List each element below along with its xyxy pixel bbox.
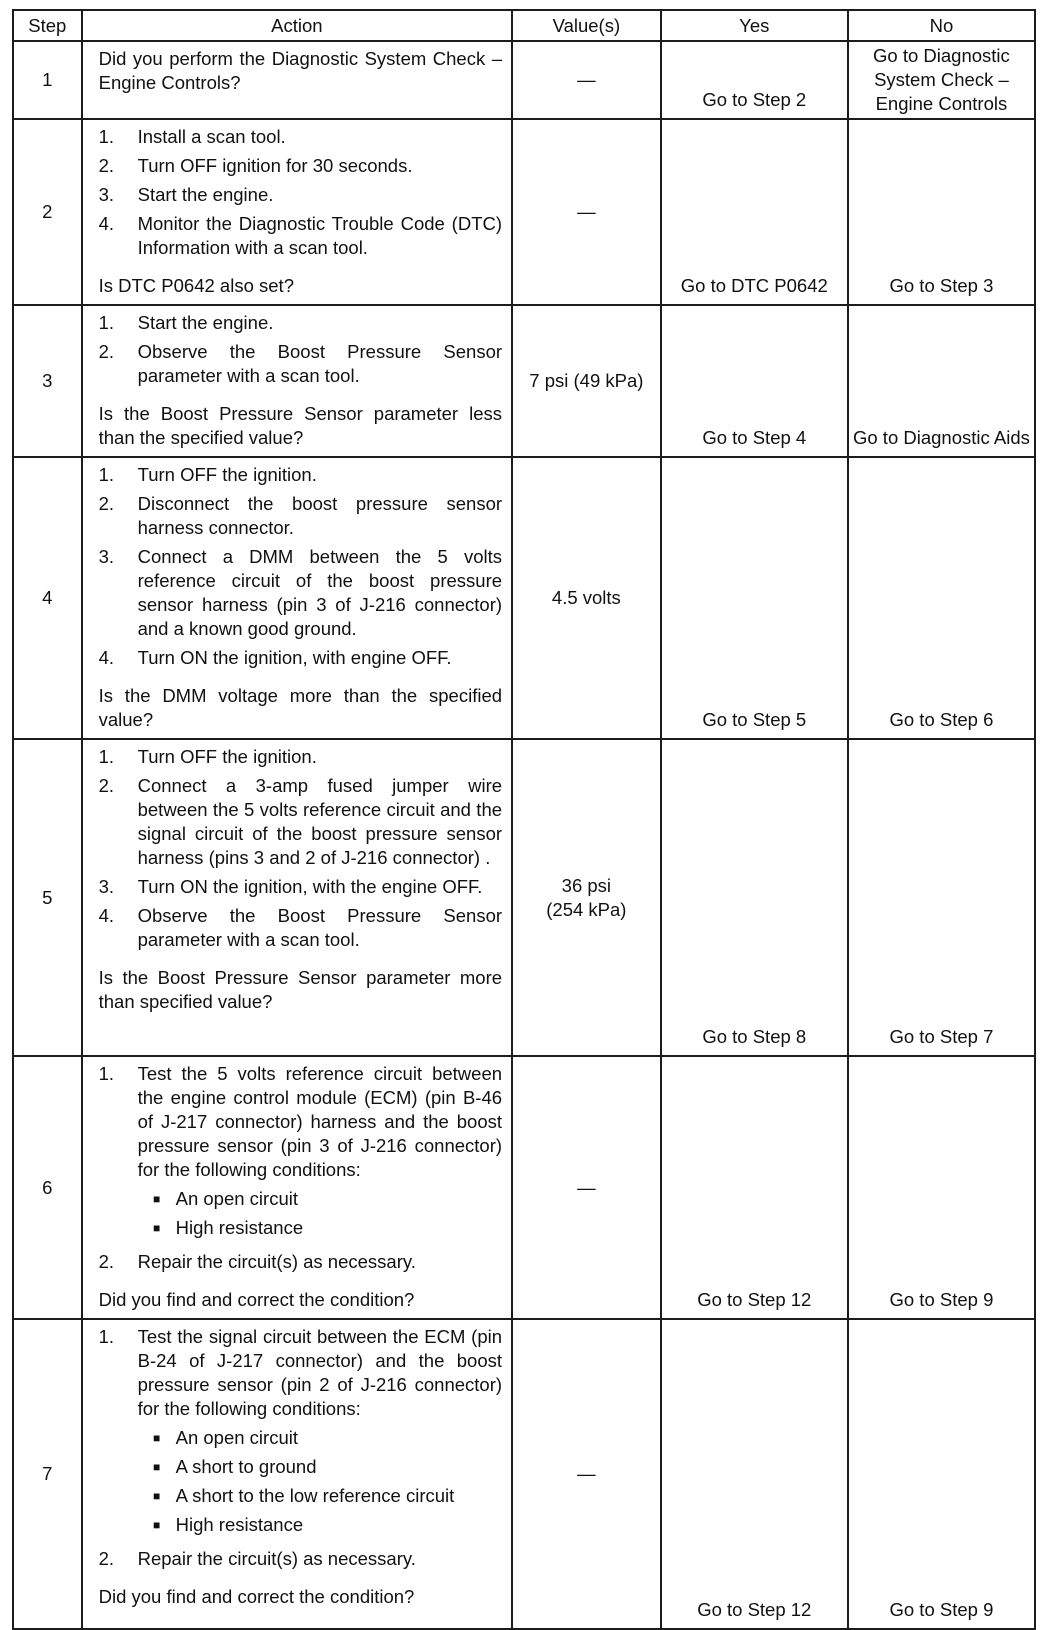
value-cell xyxy=(512,739,661,1056)
step-question: Did you find and correct the condition? xyxy=(98,1289,415,1310)
list-item xyxy=(99,463,502,487)
table-row xyxy=(13,41,1035,119)
table-row xyxy=(13,457,1035,739)
item-number: 3. xyxy=(98,876,115,897)
item-text: Turn ON the ignition, with engine OFF. xyxy=(137,647,452,668)
step-number: 2 xyxy=(13,119,82,305)
step-number: 5 xyxy=(13,739,82,1056)
no-cell: Go to Diagnostic Aids xyxy=(848,305,1035,457)
item-text: Observe the Boost Pressure Sensor parameter with a scan tool. xyxy=(137,341,503,386)
list-item xyxy=(99,1250,502,1274)
list-item xyxy=(99,1547,502,1571)
list-item xyxy=(99,125,502,149)
item-text: Monitor the Diagnostic Trouble Code (DTC) Information with a scan tool. xyxy=(137,213,503,258)
bullet-item xyxy=(138,1484,502,1508)
step-number: 4 xyxy=(13,457,82,739)
list-item xyxy=(99,774,502,870)
action-cell xyxy=(82,1319,512,1629)
table-row xyxy=(13,305,1035,457)
step-number: 7 xyxy=(13,1319,82,1629)
action-steps-list xyxy=(99,463,502,670)
item-text: Turn ON the ignition, with the engine OFF. xyxy=(137,876,483,897)
list-item xyxy=(99,183,502,207)
item-text: Disconnect the boost pressure sensor harness connector. xyxy=(137,493,503,538)
value-cell: — xyxy=(512,1319,661,1629)
bullet-list xyxy=(138,1426,502,1537)
list-item xyxy=(99,904,502,952)
step-number: 1 xyxy=(13,41,82,119)
value-line: (254 kPa) xyxy=(546,898,627,920)
value-cell: — xyxy=(512,41,661,119)
list-item xyxy=(99,340,502,388)
yes-cell: Go to Step 12 xyxy=(661,1056,848,1319)
list-item xyxy=(99,545,502,641)
step-question: Is the Boost Pressure Sensor parameter more than specified value? xyxy=(98,967,503,1012)
item-number: 1. xyxy=(98,312,115,333)
item-number: 4. xyxy=(98,213,115,234)
action-steps-list xyxy=(99,1325,502,1571)
list-item xyxy=(99,212,502,260)
item-text: Connect a 3-amp fused jumper wire between the 5 volts reference circuit and the signal circuit of the boost pressure sensor harness (pins 3 and 2 of J-216 connector) . xyxy=(137,775,503,868)
item-number: 2. xyxy=(98,155,115,176)
item-text: Start the engine. xyxy=(137,312,274,333)
item-text: Turn OFF the ignition. xyxy=(137,464,317,485)
item-number: 1. xyxy=(98,1063,115,1084)
bullet-item xyxy=(138,1513,502,1537)
bullet-text: An open circuit xyxy=(175,1188,298,1209)
item-text: Turn OFF the ignition. xyxy=(137,746,317,767)
bullet-item xyxy=(138,1426,502,1450)
bullet-list xyxy=(138,1187,502,1240)
bullet-icon: ■ xyxy=(152,1192,161,1206)
list-item xyxy=(99,646,502,670)
list-item xyxy=(99,745,502,769)
action-steps-list xyxy=(99,125,502,260)
step-question: Is the Boost Pressure Sensor parameter less than the specified value? xyxy=(98,403,503,448)
action-cell xyxy=(82,739,512,1056)
list-item xyxy=(99,1062,502,1245)
bullet-text: A short to ground xyxy=(175,1456,317,1477)
bullet-item xyxy=(138,1187,502,1211)
value-cell: 4.5 volts xyxy=(512,457,661,739)
no-cell: Go to Step 6 xyxy=(848,457,1035,739)
header-step: Step xyxy=(13,10,82,41)
bullet-icon: ■ xyxy=(152,1489,161,1503)
action-cell xyxy=(82,305,512,457)
bullet-icon: ■ xyxy=(152,1518,161,1532)
list-item xyxy=(99,875,502,899)
step-number: 6 xyxy=(13,1056,82,1319)
table-row xyxy=(13,119,1035,305)
table-row xyxy=(13,1319,1035,1629)
action-steps-list xyxy=(99,745,502,952)
diagnostic-table xyxy=(12,9,1036,1630)
list-item xyxy=(99,1325,502,1542)
bullet-icon: ■ xyxy=(152,1221,161,1235)
item-number: 3. xyxy=(98,184,115,205)
step-question: Did you find and correct the condition? xyxy=(98,1586,415,1607)
action-cell xyxy=(82,457,512,739)
yes-cell: Go to Step 8 xyxy=(661,739,848,1056)
item-number: 2. xyxy=(98,1251,115,1272)
step-question: Is DTC P0642 also set? xyxy=(98,275,294,296)
bullet-item xyxy=(138,1455,502,1479)
yes-cell: Go to Step 12 xyxy=(661,1319,848,1629)
bullet-item xyxy=(138,1216,502,1240)
item-number: 2. xyxy=(98,493,115,514)
step-question: Is the DMM voltage more than the specified value? xyxy=(98,685,503,730)
yes-cell: Go to Step 2 xyxy=(661,41,848,119)
yes-cell: Go to Step 4 xyxy=(661,305,848,457)
action-steps-list xyxy=(99,311,502,388)
value-cell: — xyxy=(512,1056,661,1319)
item-text: Connect a DMM between the 5 volts reference circuit of the boost pressure sensor harness (pin 3 of J-216 connector) and a known good ground. xyxy=(137,546,503,639)
bullet-text: An open circuit xyxy=(175,1427,298,1448)
no-cell: Go to Diagnostic System Check – Engine Controls xyxy=(848,41,1035,119)
action-cell xyxy=(82,41,512,119)
action-cell xyxy=(82,119,512,305)
no-cell: Go to Step 3 xyxy=(848,119,1035,305)
item-text: Install a scan tool. xyxy=(137,126,286,147)
item-text: Start the engine. xyxy=(137,184,274,205)
step-question: Did you perform the Diagnostic System Check – Engine Controls? xyxy=(98,48,503,93)
item-number: 2. xyxy=(98,1548,115,1569)
no-cell: Go to Step 9 xyxy=(848,1319,1035,1629)
table-row xyxy=(13,1056,1035,1319)
item-number: 1. xyxy=(98,746,115,767)
header-values: Value(s) xyxy=(512,10,661,41)
no-cell: Go to Step 9 xyxy=(848,1056,1035,1319)
item-text: Repair the circuit(s) as necessary. xyxy=(137,1548,416,1569)
bullet-text: A short to the low reference circuit xyxy=(175,1485,455,1506)
list-item xyxy=(99,492,502,540)
item-text: Observe the Boost Pressure Sensor parameter with a scan tool. xyxy=(137,905,503,950)
no-cell: Go to Step 7 xyxy=(848,739,1035,1056)
item-text: Test the signal circuit between the ECM (pin B-24 of J-217 connector) and the boost pressure sensor (pin 2 of J-216 connector) for the following conditions: xyxy=(137,1326,503,1419)
table-row xyxy=(13,739,1035,1056)
yes-cell: Go to Step 5 xyxy=(661,457,848,739)
item-number: 1. xyxy=(98,1326,115,1347)
list-item xyxy=(99,311,502,335)
item-number: 4. xyxy=(98,647,115,668)
item-text: Test the 5 volts reference circuit between the engine control module (ECM) (pin B-46 of J-217 connector) harness and the boost pressure sensor (pin 3 of J-216 connector) for the following conditions: xyxy=(137,1063,503,1180)
bullet-text: High resistance xyxy=(175,1514,304,1535)
item-text: Turn OFF ignition for 30 seconds. xyxy=(137,155,413,176)
bullet-text: High resistance xyxy=(175,1217,304,1238)
value-cell: — xyxy=(512,119,661,305)
yes-cell: Go to DTC P0642 xyxy=(661,119,848,305)
item-number: 2. xyxy=(98,775,115,796)
bullet-icon: ■ xyxy=(152,1431,161,1445)
action-cell xyxy=(82,1056,512,1319)
action-steps-list xyxy=(99,1062,502,1274)
list-item xyxy=(99,154,502,178)
item-number: 1. xyxy=(98,464,115,485)
item-text: Repair the circuit(s) as necessary. xyxy=(137,1251,416,1272)
value-line: 36 psi xyxy=(561,874,612,896)
step-number: 3 xyxy=(13,305,82,457)
item-number: 1. xyxy=(98,126,115,147)
header-action: Action xyxy=(82,10,512,41)
item-number: 3. xyxy=(98,546,115,567)
bullet-icon: ■ xyxy=(152,1460,161,1474)
item-number: 2. xyxy=(98,341,115,362)
value-cell: 7 psi (49 kPa) xyxy=(512,305,661,457)
header-no: No xyxy=(848,10,1035,41)
item-number: 4. xyxy=(98,905,115,926)
header-yes: Yes xyxy=(661,10,848,41)
header-row xyxy=(13,10,1035,41)
